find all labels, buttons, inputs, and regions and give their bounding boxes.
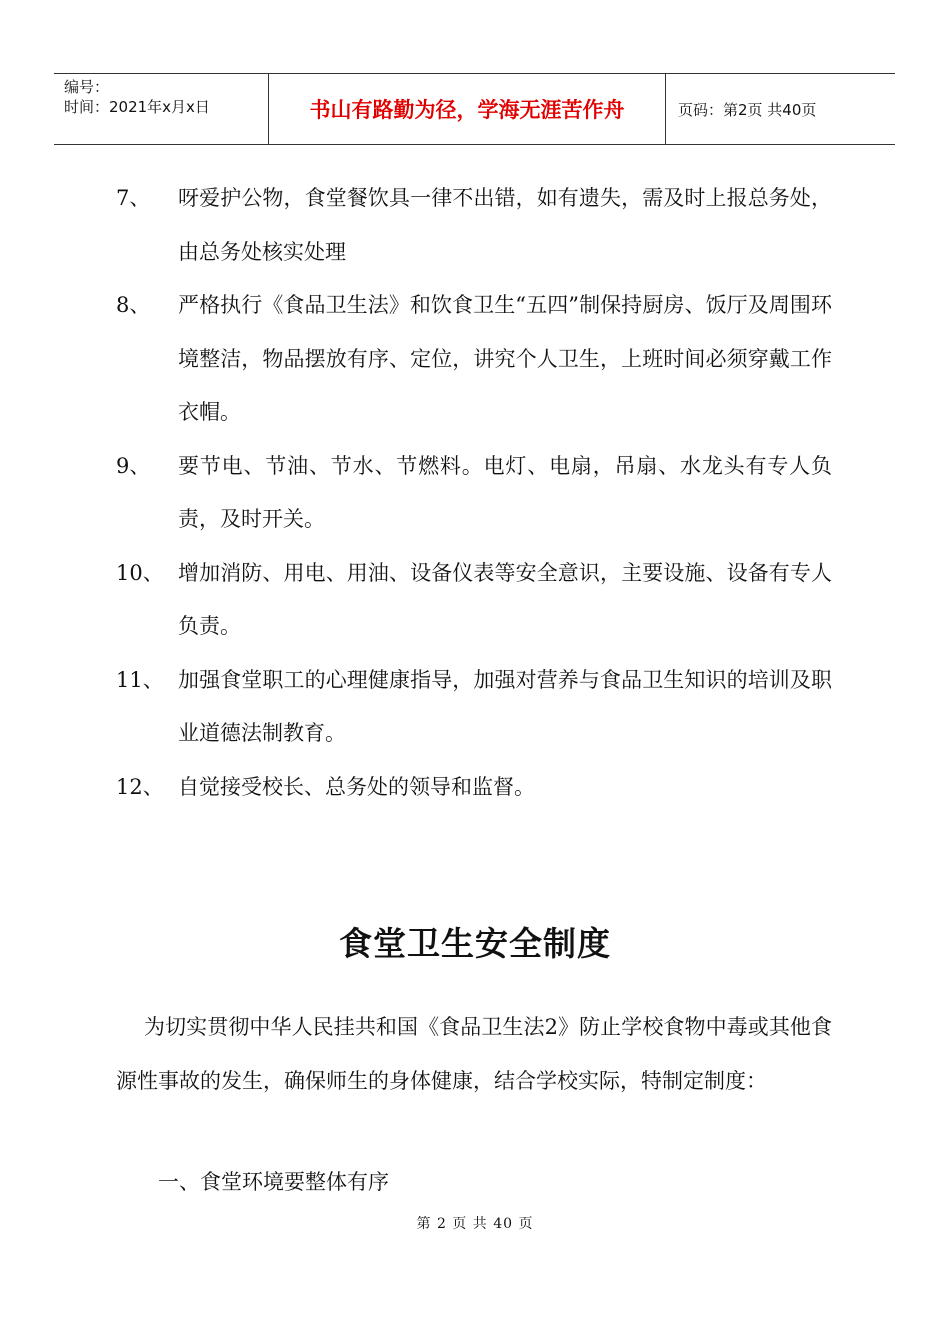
document-title: 食堂卫生安全制度 bbox=[339, 924, 611, 963]
item-number: 10、 bbox=[116, 560, 164, 585]
item-number: 11、 bbox=[116, 667, 164, 692]
list-item bbox=[0, 172, 950, 279]
item-number: 8、 bbox=[116, 293, 151, 317]
section-heading: 一、食堂环境要整体有序 bbox=[158, 1170, 389, 1194]
page-footer: 第 2 页 共 40 页 bbox=[416, 1216, 534, 1232]
list-item bbox=[0, 761, 950, 815]
header-page-info: 页码：第2页 共40页 bbox=[678, 100, 817, 119]
item-text: 增加消防、用电、用油、设备仪表等安全意识，主要设施、设备有专人负责。 bbox=[178, 560, 832, 638]
item-number: 12、 bbox=[116, 774, 164, 799]
header-table bbox=[54, 73, 895, 145]
item-text: 加强食堂职工的心理健康指导，加强对营养与食品卫生知识的培训及职业道德法制教育。 bbox=[178, 667, 832, 745]
item-text: 自觉接受校长、总务处的领导和监督。 bbox=[178, 774, 535, 799]
item-text: 呀爱护公物，食堂餐饮具一律不出错，如有遗失，需及时上报总务处，由总务处核实处理 bbox=[178, 186, 832, 264]
header-motto: 书山有路勤为径，学海无涯苦作舟 bbox=[269, 74, 666, 144]
item-number: 9、 bbox=[116, 453, 151, 478]
header-info-cell bbox=[54, 74, 269, 144]
item-number: 7、 bbox=[116, 186, 151, 210]
item-text: 要节电、节油、节水、节燃料。电灯、电扇，吊扇、水龙头有专人负责，及时开关。 bbox=[178, 453, 832, 531]
rules-list bbox=[0, 172, 950, 814]
list-item bbox=[0, 440, 950, 547]
item-text: 严格执行《食品卫生法》和饮食卫生“五四”制保持厨房、饭厅及周围环境整洁，物品摆放有序、定位，讲究个人卫生，上班时间必须穿戴工作衣帽。 bbox=[178, 293, 832, 424]
number-label: 编号： bbox=[64, 78, 110, 96]
time-label: 时间：2021年x月x日 bbox=[64, 98, 210, 116]
list-item bbox=[0, 654, 950, 761]
intro-paragraph: 为切实贯彻中华人民挂共和国《食品卫生法2》防止学校食物中毒或其他食源性事故的发生，确保师生的身体健康，结合学校实际，特制定制度： bbox=[116, 1015, 832, 1093]
list-item bbox=[0, 279, 950, 440]
list-item bbox=[0, 547, 950, 654]
